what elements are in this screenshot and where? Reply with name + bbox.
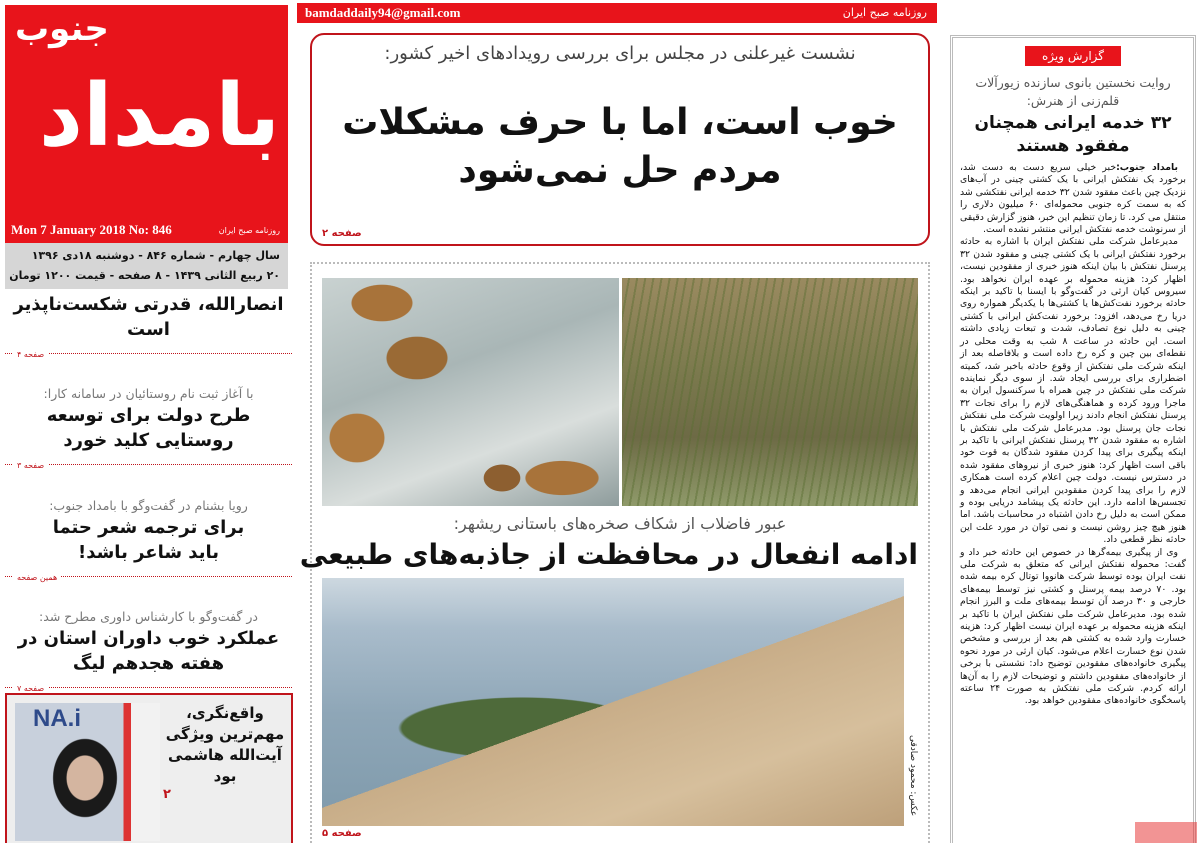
byline: بامداد جنوب: (1116, 162, 1179, 173)
report-paragraph: مدیرعامل شرکت ملی نفتکش ایران با اشاره به حادثه برخورد نفتکش ایرانی با یک کشتی چینی و مفقود شدن ۳۲ پرسنل نفتکش با بیان اینکه هنوز خبری از مفقودین نیست، اظهار کرد: هزینه محموله بر عهده ایران نخواهد بود. سیروس کیان ارثی در گفت‌وگو با ایسنا با تاکید بر اینکه حادثه برخورد نفت‌کش‌ها یا کشتی‌ها با یکدیگر همواره روی دریا رخ می‌دهد، افزود: برخورد نفت‌کش ایرانی با کشتی چینی به دلیل نوع تصادف، شدت و تبعات زیادی داشته است. این حادثه در ساعت ۸ شب به وقت محلی در نقطه‌ای بین چین و کره رخ داده است و بلافاصله بعد از اینکه شرکت ملی نفتکش از وقوع حادثه باخبر شد، کمیته اضطراری برای بررسی ایجاد شد. از سوی دیگر نماینده شرکت ملی نفتکش در چین همراه با سرکنسول ایران به ماجرا ورود کرده و هماهنگی‌های لازم را برای نجات ۳۲ پرسنل نفتکش انجام دادند زیرا اولویت شرکت ملی نفتکش نجات جان پرسنل بود. مدیرعامل شرکت ملی نفتکش با اشاره به مفقود شدن ۳۲ پرسنل نفتکش ایرانی با تاکید بر اینکه پیگیری برای پیدا کردن مفقود شدگان به قوت خود باقی است اظهار کرد: هنوز خبری از نیروهای مفقود شده در دسترس نیست. دولت چین اعلام کرده است همکاری لازم را برای پیدا کردن مفقودین ایرانی انجام می‌دهد و تجسس‌ها ادامه دارد. این حادثه یک پیشامد دریایی بوده و ممکن است به دلیل رخ دادن اشتباه در محاسبات باشد. اما هنوز هیچ چیز روشن نیست و نمی توان در مورد علت این حادثه نظر قطعی داد. (960, 236, 1186, 546)
issue-line-1: سال چهارم - شماره ۸۴۶ - دوشنبه ۱۸دی ۱۳۹۶ (31, 249, 280, 262)
headline: طرح دولت برای توسعه روستایی کلید خورد (46, 405, 251, 452)
coast-row (322, 578, 918, 826)
photo-reeds-sewage (622, 278, 919, 506)
page-ref[interactable]: همین صفحه (13, 573, 61, 583)
left-story-1[interactable] (5, 292, 292, 359)
report-headline: ۳۲ خدمه ایرانی همچنان مفقود هستند (974, 113, 1172, 156)
headline: واقع‌نگری، مهم‌ترین ویژگی آیت‌الله هاشمی بود (165, 704, 285, 785)
photo-coastline (322, 578, 904, 826)
headline: برای ترجمه شعر حتما باید شاعر باشد! (52, 516, 245, 563)
special-report[interactable] (950, 35, 1196, 843)
special-report-badge: گزارش ویژه (1025, 46, 1121, 66)
photo-story-headline: ادامه انفعال در محافظت از جاذبه‌های طبیعی (299, 538, 918, 571)
headline: عملکرد خوب داوران استان در هفته هجدهم لیگ (17, 627, 280, 674)
photo-credit: عکس: محمود صادقی (908, 734, 918, 816)
feature-box-hashemi[interactable] (5, 693, 293, 843)
left-column (5, 292, 292, 693)
feature-text (163, 703, 287, 803)
report-paragraph: وی از پیگیری بیمه‌گرها در خصوص این حادثه خبر داد و گفت: محموله نفتکش ایرانی که متعلق به شرکت ملی نفت ایران بوده توسط شرکت هانووا توتال کره بیمه شده بود. ۷۰ درصد بیمه پرسنل و کشتی نیز توسط بیمه‌های خارجی و ۳۰ درصد آن توسط بیمه‌های ملت و البرز انجام شده بود. مدیرعامل شرکت ملی نفتکش ایران با تاکید بر اینکه هزینه محموله بر عهده ایران نیست اظهار کرد: هزینه خسارت وارد شده به کشتی هم بعد از بررسی و مشخص شدن نوع خسارت اعلام می‌شود. کیان ارثی در مورد نحوه پیگیری خانواده‌های مفقودین توضیح داد: نشستی با برخی از خانواده‌های مفقودین داشتم و توضیحات لازم را به آن‌ها ارائه کردم. شرکت ملی نفتکش به صورت ۲۴ ساعته پاسخگوی خانواده‌های مفقودین خواهد بود. (960, 546, 1186, 707)
report-paragraph: بامداد جنوب:خبر خیلی سریع دست به دست شد، برخورد یک نفتکش ایرانی با یک کشتی چینی در آب‌های نزدیک چین باعث مفقود شدن ۳۲ خدمه ایرانی نفتکشی شد که به سمت کره جنوبی محموله‌ای ۶۰ میلیون دلاری را منتقل می کرد. تا زمان تنظیم این خبر، هنوز گزارش دقیقی از سرنوشت خدمه نفتکش ایرانی منتشر نشده است. (960, 162, 1187, 236)
page-ref[interactable]: ۲ (163, 787, 171, 802)
page-ref-line (5, 676, 292, 693)
hashemi-photo (15, 703, 160, 841)
lead-story[interactable] (310, 33, 930, 246)
photo-backdrop-text: NA.i (33, 705, 81, 732)
slogan: روزنامه صبح ایران (842, 6, 927, 19)
page-ref-line (5, 342, 292, 359)
email-link[interactable]: bamdaddaily94@gmail.com (305, 5, 461, 20)
tagline: روزنامه صبح ایران (218, 226, 280, 235)
photo-story-kicker: عبور فاضلاب از شکاف صخره‌های باستانی ریشهر: (453, 514, 787, 533)
page-ref-line (5, 565, 292, 582)
page-ref[interactable]: صفحه ۲ (322, 228, 362, 239)
report-kicker: روایت نخستین بانوی سازنده زیورآلات قلم‌زنی از هنرش: (975, 75, 1171, 108)
issue-line-2: ۲۰ ربیع الثانی ۱۴۳۹ - ۸ صفحه - قیمت ۱۲۰۰ تومان (9, 269, 280, 282)
watermark-logo (1135, 822, 1197, 843)
logo-main-text: بامداد (38, 66, 280, 166)
left-story-2[interactable] (5, 385, 292, 471)
logo-sub-text: جنوب (15, 9, 109, 49)
masthead-logo (5, 5, 288, 243)
issue-info (5, 243, 288, 289)
kicker: رویا بشنام در گفت‌وگو با بامداد جنوب: (49, 497, 248, 513)
lead-kicker: نشست غیرعلنی در مجلس برای بررسی رویدادهای اخیر کشور: (384, 43, 856, 64)
photo-row (322, 278, 918, 506)
page-ref[interactable]: صفحه ۳ (13, 461, 48, 471)
kicker: در گفت‌وگو با کارشناس داوری مطرح شد: (39, 608, 258, 624)
left-story-3[interactable] (5, 497, 292, 582)
page-ref[interactable]: صفحه ۴ (13, 350, 48, 360)
left-story-4[interactable] (5, 608, 292, 693)
kicker: با آغاز ثبت نام روستائیان در سامانه کارا: (43, 386, 254, 402)
english-date: Mon 7 January 2018 No: 846 (11, 222, 172, 237)
photo-rocks-water (322, 278, 619, 506)
top-bar (297, 3, 937, 23)
page-ref-line (5, 453, 292, 471)
photo-story[interactable] (299, 262, 930, 843)
page-ref[interactable]: صفحه ۵ (322, 828, 362, 839)
lead-headline: خوب است، اما با حرف مشکلات مردم حل نمی‌شود (342, 102, 898, 191)
headline: انصارالله، قدرتی شکست‌ناپذیر است (13, 294, 284, 340)
page-ref[interactable]: صفحه ۷ (13, 684, 48, 694)
